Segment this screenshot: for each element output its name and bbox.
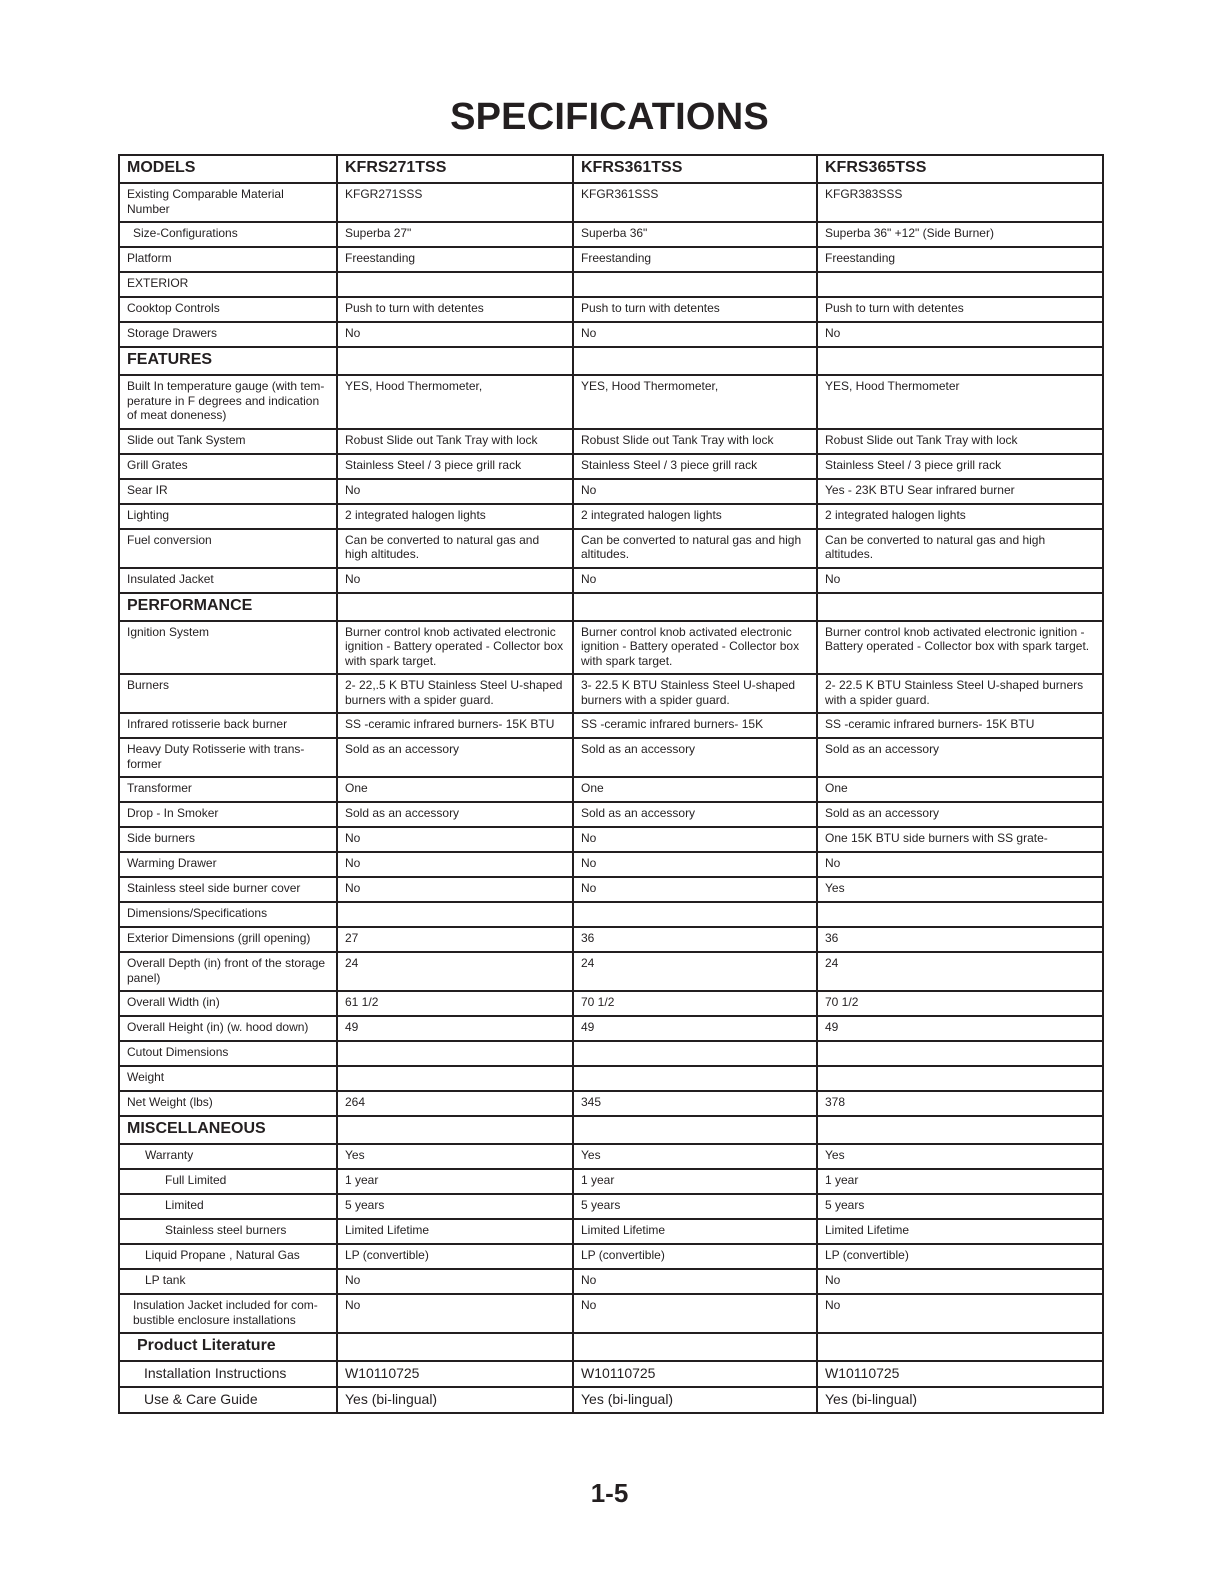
spec-label: Fuel conversion <box>119 529 337 568</box>
spec-label: Exterior Dimensions (grill opening) <box>119 927 337 952</box>
spec-label: Platform <box>119 247 337 272</box>
table-row <box>119 621 1103 675</box>
spec-label: Built In temperature gauge (with tem-perature in F degrees and indication of meat doneness) <box>119 375 337 429</box>
spec-label: Insulated Jacket <box>119 568 337 593</box>
spec-label: Transformer <box>119 777 337 802</box>
spec-label: FEATURES <box>119 347 337 375</box>
header-model-1: KFRS271TSS <box>337 155 573 183</box>
spec-value: YES, Hood Thermometer, <box>573 375 817 429</box>
spec-value: Yes (bi-lingual) <box>573 1387 817 1413</box>
spec-value: Yes (bi-lingual) <box>817 1387 1103 1413</box>
spec-label: Slide out Tank System <box>119 429 337 454</box>
page-number: 1-5 <box>590 1478 629 1508</box>
spec-value: No <box>817 1269 1103 1294</box>
spec-value: Superba 36" +12" (Side Burner) <box>817 222 1103 247</box>
spec-value <box>573 593 817 621</box>
spec-value: No <box>337 322 573 347</box>
spec-value <box>573 1041 817 1066</box>
spec-value: SS -ceramic infrared burners- 15K BTU <box>817 713 1103 738</box>
spec-value: No <box>573 1269 817 1294</box>
spec-value <box>817 272 1103 297</box>
spec-value: 49 <box>817 1016 1103 1041</box>
table-row <box>119 247 1103 272</box>
specifications-table-body <box>119 155 1103 1413</box>
spec-value: One <box>817 777 1103 802</box>
spec-value: SS -ceramic infrared burners- 15K BTU <box>337 713 573 738</box>
table-row <box>119 593 1103 621</box>
table-row <box>119 902 1103 927</box>
spec-value <box>817 1333 1103 1361</box>
spec-label: Warming Drawer <box>119 852 337 877</box>
spec-label: Storage Drawers <box>119 322 337 347</box>
spec-value <box>337 1066 573 1091</box>
table-row <box>119 1387 1103 1413</box>
spec-value <box>337 1116 573 1144</box>
header-row <box>119 155 1103 183</box>
spec-label: Existing Comparable Material Number <box>119 183 337 222</box>
spec-label: Infrared rotisserie back burner <box>119 713 337 738</box>
table-row <box>119 1244 1103 1269</box>
spec-value: Burner control knob activated electronic ignition - Battery operated - Collector box with spark target. <box>337 621 573 675</box>
table-row <box>119 1169 1103 1194</box>
spec-value: No <box>817 568 1103 593</box>
spec-value <box>817 593 1103 621</box>
spec-label: Stainless steel burners <box>119 1219 337 1244</box>
table-row <box>119 1333 1103 1361</box>
spec-value: Robust Slide out Tank Tray with lock <box>337 429 573 454</box>
table-row <box>119 479 1103 504</box>
spec-label: Lighting <box>119 504 337 529</box>
spec-value: Push to turn with detentes <box>337 297 573 322</box>
spec-value: YES, Hood Thermometer <box>817 375 1103 429</box>
spec-value: No <box>573 877 817 902</box>
spec-value: No <box>573 827 817 852</box>
spec-label: PERFORMANCE <box>119 593 337 621</box>
spec-value: 5 years <box>817 1194 1103 1219</box>
spec-label: Overall Width (in) <box>119 991 337 1016</box>
spec-value: Can be converted to natural gas and high altitudes. <box>817 529 1103 568</box>
spec-label: Drop - In Smoker <box>119 802 337 827</box>
spec-value <box>573 347 817 375</box>
spec-value: 2 integrated halogen lights <box>337 504 573 529</box>
spec-value: Freestanding <box>337 247 573 272</box>
spec-label: Liquid Propane , Natural Gas <box>119 1244 337 1269</box>
spec-value: Burner control knob activated electronic ignition - Battery operated - Collector box with spark target. <box>573 621 817 675</box>
spec-label: Size-Configurations <box>119 222 337 247</box>
spec-value: No <box>337 1269 573 1294</box>
table-row <box>119 991 1103 1016</box>
spec-value: No <box>817 322 1103 347</box>
spec-value: Can be converted to natural gas and high altitudes. <box>573 529 817 568</box>
spec-value: No <box>573 479 817 504</box>
spec-label: LP tank <box>119 1269 337 1294</box>
spec-value <box>817 1041 1103 1066</box>
spec-value: Sold as an accessory <box>573 802 817 827</box>
header-models: MODELS <box>119 155 337 183</box>
table-row <box>119 347 1103 375</box>
spec-value: 2- 22,.5 K BTU Stainless Steel U-shaped burners with a spider guard. <box>337 674 573 713</box>
spec-value <box>337 1333 573 1361</box>
spec-value: Sold as an accessory <box>337 802 573 827</box>
spec-value: W10110725 <box>817 1361 1103 1387</box>
table-row <box>119 852 1103 877</box>
table-row <box>119 183 1103 222</box>
table-row <box>119 1194 1103 1219</box>
spec-label: Ignition System <box>119 621 337 675</box>
table-row <box>119 222 1103 247</box>
spec-value: No <box>337 827 573 852</box>
spec-value: No <box>817 1294 1103 1333</box>
table-row <box>119 568 1103 593</box>
spec-value: W10110725 <box>337 1361 573 1387</box>
spec-value <box>573 902 817 927</box>
spec-label: Use & Care Guide <box>119 1387 337 1413</box>
spec-value: No <box>817 852 1103 877</box>
spec-value <box>573 1116 817 1144</box>
spec-value: Yes <box>817 1144 1103 1169</box>
spec-value: KFGR361SSS <box>573 183 817 222</box>
spec-value: 5 years <box>573 1194 817 1219</box>
table-row <box>119 1269 1103 1294</box>
spec-value: Yes (bi-lingual) <box>337 1387 573 1413</box>
spec-label: Installation Instructions <box>119 1361 337 1387</box>
spec-value: 264 <box>337 1091 573 1116</box>
spec-value: Stainless Steel / 3 piece grill rack <box>817 454 1103 479</box>
spec-value: 24 <box>573 952 817 991</box>
spec-value <box>573 1066 817 1091</box>
spec-value: 27 <box>337 927 573 952</box>
spec-value: No <box>573 322 817 347</box>
spec-value: KFGR383SSS <box>817 183 1103 222</box>
spec-value: Freestanding <box>573 247 817 272</box>
spec-value <box>573 1333 817 1361</box>
spec-value: Yes <box>573 1144 817 1169</box>
specifications-table <box>118 154 1104 1414</box>
table-row <box>119 1066 1103 1091</box>
header-model-3: KFRS365TSS <box>817 155 1103 183</box>
spec-value: 1 year <box>817 1169 1103 1194</box>
table-row <box>119 802 1103 827</box>
spec-value: 36 <box>817 927 1103 952</box>
spec-value: 70 1/2 <box>573 991 817 1016</box>
spec-label: Sear IR <box>119 479 337 504</box>
spec-label: Product Literature <box>119 1333 337 1361</box>
spec-value: Limited Lifetime <box>337 1219 573 1244</box>
spec-value: Sold as an accessory <box>337 738 573 777</box>
spec-label: Overall Depth (in) front of the storage panel) <box>119 952 337 991</box>
spec-label: Limited <box>119 1194 337 1219</box>
spec-value: No <box>337 1294 573 1333</box>
spec-value: 3- 22.5 K BTU Stainless Steel U-shaped burners with a spider guard. <box>573 674 817 713</box>
table-row <box>119 375 1103 429</box>
spec-value <box>337 272 573 297</box>
spec-value: Robust Slide out Tank Tray with lock <box>573 429 817 454</box>
spec-value: No <box>337 852 573 877</box>
spec-value <box>337 347 573 375</box>
spec-label: Side burners <box>119 827 337 852</box>
spec-value: No <box>337 877 573 902</box>
spec-value: 5 years <box>337 1194 573 1219</box>
table-row <box>119 1116 1103 1144</box>
spec-value: One <box>337 777 573 802</box>
spec-value: Stainless Steel / 3 piece grill rack <box>337 454 573 479</box>
spec-value <box>337 902 573 927</box>
spec-value <box>817 347 1103 375</box>
spec-value: No <box>573 568 817 593</box>
spec-label: Cutout Dimensions <box>119 1041 337 1066</box>
table-row <box>119 322 1103 347</box>
spec-label: Grill Grates <box>119 454 337 479</box>
spec-value: One <box>573 777 817 802</box>
spec-value: Yes - 23K BTU Sear infrared burner <box>817 479 1103 504</box>
spec-value: 49 <box>573 1016 817 1041</box>
spec-value <box>817 1116 1103 1144</box>
table-row <box>119 713 1103 738</box>
table-row <box>119 1294 1103 1333</box>
table-row <box>119 504 1103 529</box>
spec-value: LP (convertible) <box>817 1244 1103 1269</box>
spec-value: Limited Lifetime <box>817 1219 1103 1244</box>
table-row <box>119 952 1103 991</box>
spec-value: One 15K BTU side burners with SS grate- <box>817 827 1103 852</box>
spec-value: 24 <box>817 952 1103 991</box>
table-row <box>119 1041 1103 1066</box>
spec-label: Overall Height (in) (w. hood down) <box>119 1016 337 1041</box>
spec-label: Dimensions/Specifications <box>119 902 337 927</box>
spec-value: 36 <box>573 927 817 952</box>
spec-value: 2- 22.5 K BTU Stainless Steel U-shaped burners with a spider guard. <box>817 674 1103 713</box>
table-row <box>119 429 1103 454</box>
spec-label: Insulation Jacket included for com-bustible enclosure installations <box>119 1294 337 1333</box>
spec-value <box>337 593 573 621</box>
table-row <box>119 877 1103 902</box>
table-row <box>119 927 1103 952</box>
spec-label: Net Weight (lbs) <box>119 1091 337 1116</box>
table-row <box>119 777 1103 802</box>
spec-label: Stainless steel side burner cover <box>119 877 337 902</box>
table-row <box>119 297 1103 322</box>
spec-value: Limited Lifetime <box>573 1219 817 1244</box>
spec-value: No <box>573 1294 817 1333</box>
spec-label: EXTERIOR <box>119 272 337 297</box>
spec-value: No <box>573 852 817 877</box>
table-row <box>119 827 1103 852</box>
spec-label: Warranty <box>119 1144 337 1169</box>
spec-value: Stainless Steel / 3 piece grill rack <box>573 454 817 479</box>
spec-value: 1 year <box>337 1169 573 1194</box>
spec-label: Full Limited <box>119 1169 337 1194</box>
spec-value: Sold as an accessory <box>817 738 1103 777</box>
spec-value: 49 <box>337 1016 573 1041</box>
table-row <box>119 1016 1103 1041</box>
spec-value <box>817 902 1103 927</box>
spec-value: KFGR271SSS <box>337 183 573 222</box>
spec-value: W10110725 <box>573 1361 817 1387</box>
spec-value <box>573 272 817 297</box>
spec-value: Yes <box>337 1144 573 1169</box>
table-row <box>119 454 1103 479</box>
spec-value: 70 1/2 <box>817 991 1103 1016</box>
table-row <box>119 1361 1103 1387</box>
header-model-2: KFRS361TSS <box>573 155 817 183</box>
spec-value: SS -ceramic infrared burners- 15K <box>573 713 817 738</box>
page-title: SPECIFICATIONS <box>450 96 769 138</box>
spec-value: No <box>337 479 573 504</box>
spec-value: Can be converted to natural gas and high altitudes. <box>337 529 573 568</box>
spec-value: Freestanding <box>817 247 1103 272</box>
spec-value: LP (convertible) <box>337 1244 573 1269</box>
table-row <box>119 1144 1103 1169</box>
spec-value: 2 integrated halogen lights <box>817 504 1103 529</box>
spec-value: Sold as an accessory <box>573 738 817 777</box>
spec-value: 345 <box>573 1091 817 1116</box>
spec-value <box>337 1041 573 1066</box>
spec-value: YES, Hood Thermometer, <box>337 375 573 429</box>
table-row <box>119 674 1103 713</box>
spec-value: LP (convertible) <box>573 1244 817 1269</box>
spec-value: Superba 27" <box>337 222 573 247</box>
spec-value: Superba 36" <box>573 222 817 247</box>
spec-label: Weight <box>119 1066 337 1091</box>
spec-label: MISCELLANEOUS <box>119 1116 337 1144</box>
spec-value <box>817 1066 1103 1091</box>
spec-value: Burner control knob activated electronic ignition - Battery operated - Collector box with spark target. <box>817 621 1103 675</box>
spec-value: Sold as an accessory <box>817 802 1103 827</box>
table-row <box>119 738 1103 777</box>
spec-value: Robust Slide out Tank Tray with lock <box>817 429 1103 454</box>
spec-label: Burners <box>119 674 337 713</box>
spec-value: Push to turn with detentes <box>573 297 817 322</box>
table-row <box>119 1219 1103 1244</box>
spec-label: Cooktop Controls <box>119 297 337 322</box>
spec-value: Push to turn with detentes <box>817 297 1103 322</box>
table-row <box>119 1091 1103 1116</box>
spec-value: 1 year <box>573 1169 817 1194</box>
table-row <box>119 529 1103 568</box>
spec-value: No <box>337 568 573 593</box>
spec-label: Heavy Duty Rotisserie with trans-former <box>119 738 337 777</box>
spec-value: 24 <box>337 952 573 991</box>
spec-value: 61 1/2 <box>337 991 573 1016</box>
table-row <box>119 272 1103 297</box>
spec-value: Yes <box>817 877 1103 902</box>
spec-value: 2 integrated halogen lights <box>573 504 817 529</box>
spec-value: 378 <box>817 1091 1103 1116</box>
